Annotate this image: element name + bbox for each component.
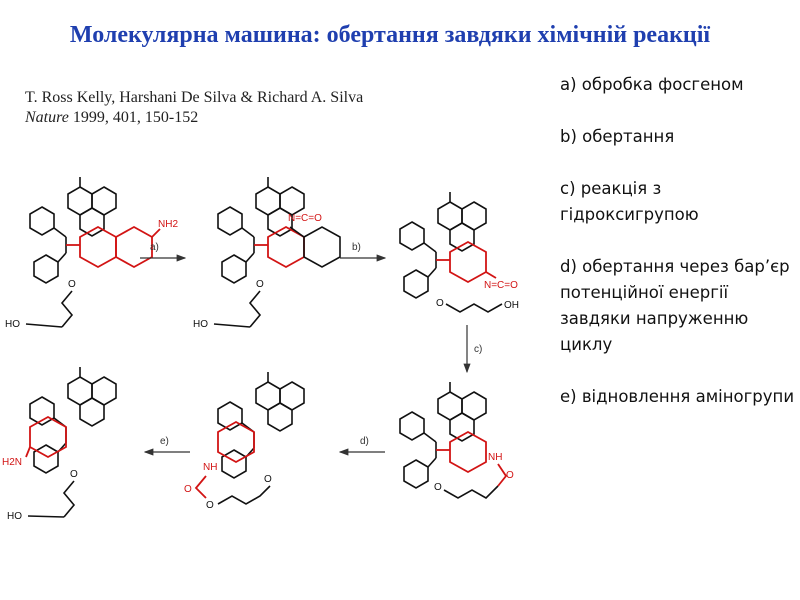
citation-authors: T. Ross Kelly, Harshani De Silva & Richard A. Silva <box>25 89 364 106</box>
molecule-5 <box>184 372 304 511</box>
label-oh: OH <box>504 300 519 311</box>
arrow-d <box>340 436 385 452</box>
label-h2n: H2N <box>2 457 23 468</box>
molecule-6 <box>2 367 116 522</box>
label-o: O <box>264 474 272 485</box>
arrow-d-label: d) <box>360 436 369 447</box>
label-o: O <box>256 279 264 290</box>
citation-details: 1999, 401, 150-152 <box>72 109 199 126</box>
molecule-4 <box>400 382 514 498</box>
label-o-ester: O <box>206 500 214 511</box>
label-o: O <box>434 482 442 493</box>
arrow-a-label: a) <box>150 242 159 253</box>
arrow-c <box>467 325 482 372</box>
label-o: O <box>68 279 76 290</box>
step-c: c) реакція з гідроксигрупою <box>560 179 699 224</box>
label-ho: HO <box>193 319 208 330</box>
label-nh: NH <box>203 462 218 473</box>
step-d: d) обертання через бар’єр потенційної енергії завдяки напруженню циклу <box>560 257 790 354</box>
label-nco-2: N=C=O <box>484 280 518 291</box>
arrow-e-label: e) <box>160 436 169 447</box>
arrow-c-label: c) <box>474 344 483 355</box>
molecule-2 <box>193 177 340 330</box>
label-ho: HO <box>5 319 20 330</box>
label-o: O <box>436 298 444 309</box>
molecule-3 <box>400 192 519 312</box>
step-a: a) обробка фосгеном <box>560 75 744 94</box>
label-nh: NH <box>488 452 503 463</box>
step-b: b) обертання <box>560 127 675 146</box>
label-o-carbonyl: O <box>184 484 192 495</box>
page-title: Молекулярна машина: обертання завдяки хімічній реакції <box>69 22 711 48</box>
arrow-b-label: b) <box>352 242 361 253</box>
step-e: e) відновлення аміногрупи <box>560 387 795 406</box>
label-o-carbonyl: O <box>506 470 514 481</box>
molecule-1 <box>5 177 178 330</box>
label-nco-1: N=C=O <box>288 213 322 224</box>
label-o: O <box>70 469 78 480</box>
arrow-b <box>340 242 385 258</box>
arrow-a <box>140 242 185 258</box>
citation-journal: Nature <box>25 109 69 126</box>
arrow-e <box>145 436 190 452</box>
label-nh2: NH2 <box>158 219 179 230</box>
label-ho: HO <box>7 511 22 522</box>
